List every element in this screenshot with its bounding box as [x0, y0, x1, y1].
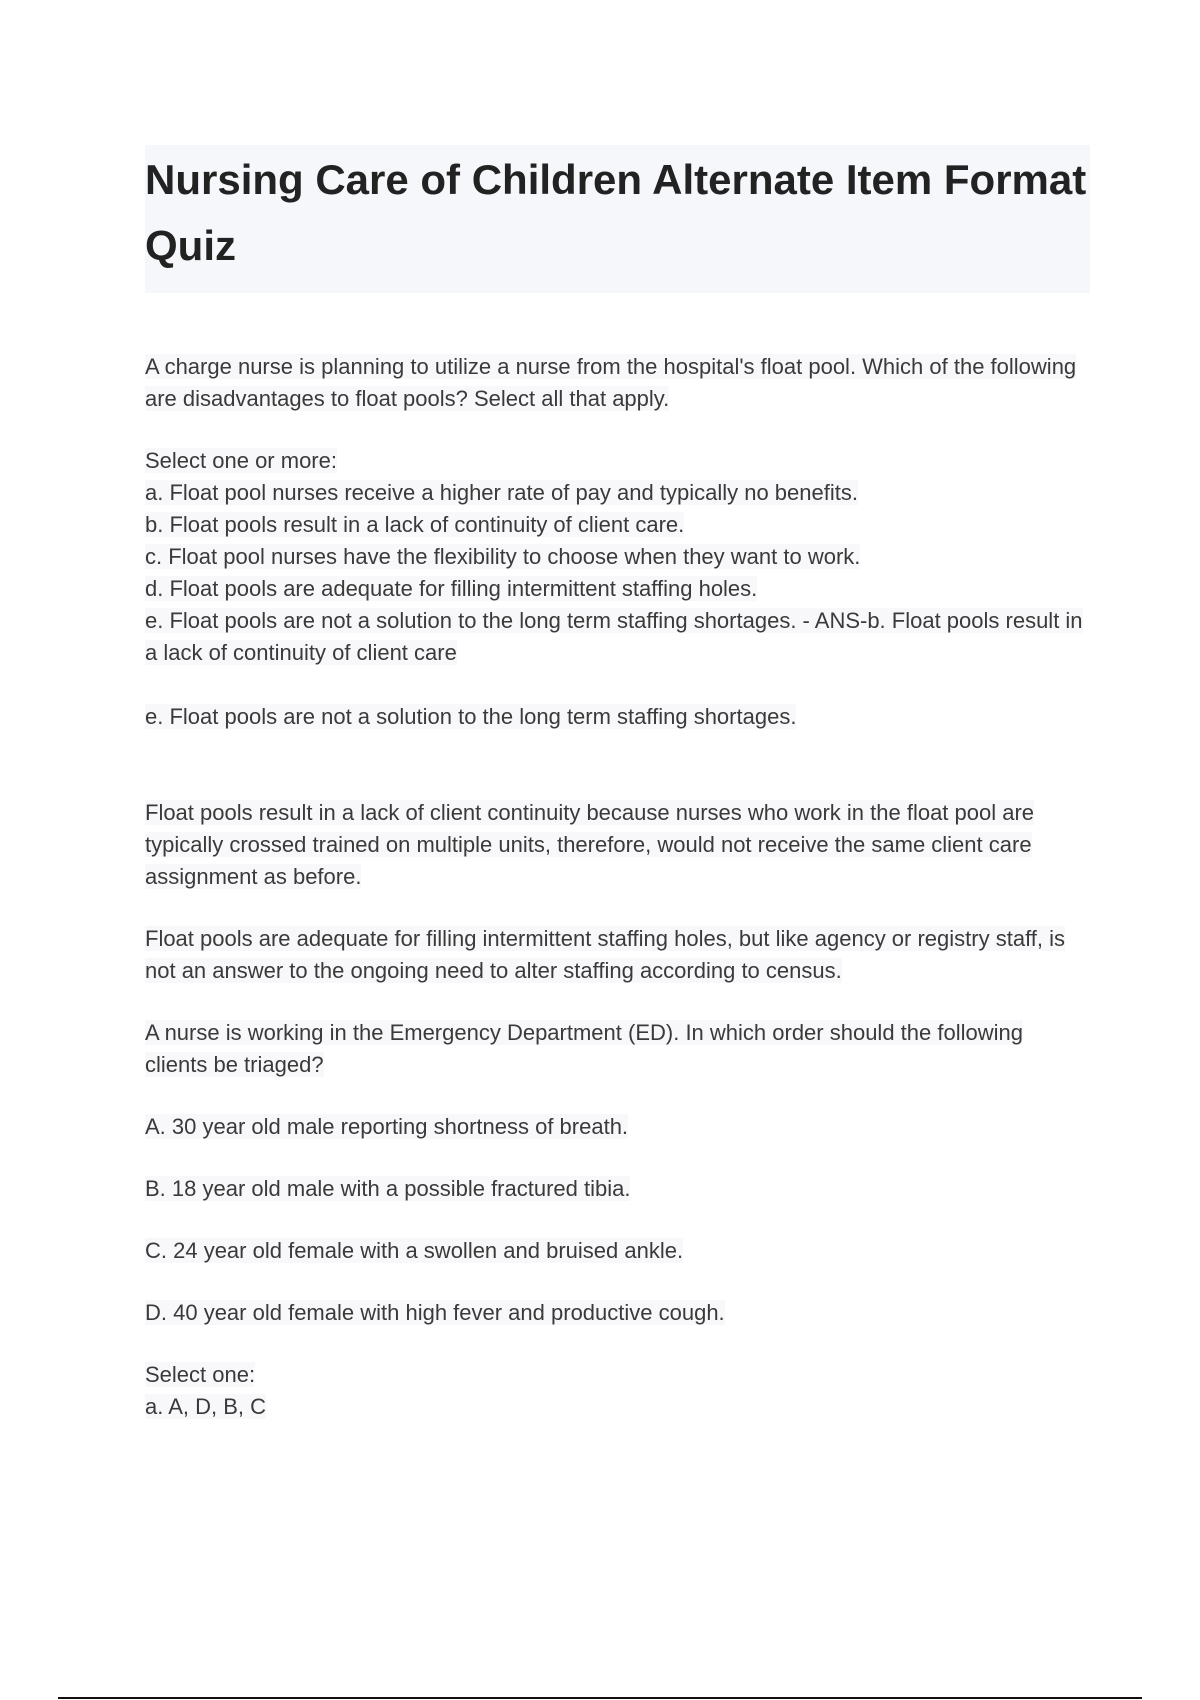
question-1-option-a-text: a. Float pool nurses receive a higher rate of pay and typically no benefits.: [145, 480, 858, 505]
question-1-stem: [145, 351, 1090, 415]
question-1-rationale-1-text: Float pools result in a lack of client continuity because nurses who work in the float pool are typically crossed trained on multiple units, therefore, would not receive the same client care assignment as before.: [145, 800, 1035, 889]
question-1-option-c: [145, 541, 1090, 573]
question-2-instruction-text: Select one:: [145, 1362, 256, 1387]
question-2-stem: [145, 1017, 1090, 1081]
question-1-option-c-text: c. Float pool nurses have the flexibility to choose when they want to work.: [145, 544, 861, 569]
question-2-client-c-text: C. 24 year old female with a swollen and bruised ankle.: [145, 1238, 684, 1263]
question-2-client-d-text: D. 40 year old female with high fever and productive cough.: [145, 1300, 725, 1325]
question-1-option-e-with-answer: [145, 605, 1090, 669]
title-block: [145, 145, 1090, 293]
page-bottom-rule: [58, 1697, 1142, 1699]
question-1-option-d-text: d. Float pools are adequate for filling intermittent staffing holes.: [145, 576, 758, 601]
document-title: Nursing Care of Children Alternate Item Format Quiz: [145, 156, 1087, 269]
question-2-client-b: [145, 1173, 1090, 1205]
question-2-option-a: [145, 1391, 1090, 1423]
question-1-answer-extra-text: e. Float pools are not a solution to the long term staffing shortages.: [145, 704, 797, 729]
question-2-stem-text: A nurse is working in the Emergency Department (ED). In which order should the following clients be triaged?: [145, 1020, 1023, 1077]
question-1-rationale-1: [145, 797, 1090, 893]
question-2-client-b-text: B. 18 year old male with a possible fractured tibia.: [145, 1176, 631, 1201]
question-1-rationale-2: [145, 923, 1090, 987]
document-page: [145, 145, 1090, 1423]
question-1-option-e-text: e. Float pools are not a solution to the long term staffing shortages. - ANS-b. Float pools result in a lack of continuity of client care: [145, 608, 1083, 665]
question-1-instruction-text: Select one or more:: [145, 448, 337, 473]
question-2-client-a-text: A. 30 year old male reporting shortness of breath.: [145, 1114, 629, 1139]
question-1-option-a: [145, 477, 1090, 509]
question-1-option-d: [145, 573, 1090, 605]
question-2-client-a: [145, 1111, 1090, 1143]
question-1-stem-text: A charge nurse is planning to utilize a nurse from the hospital's float pool. Which of the following are disadvantages to float pools? Select all that apply.: [145, 354, 1077, 411]
question-2-option-a-text: a. A, D, B, C: [145, 1394, 267, 1419]
question-2-instruction: [145, 1359, 1090, 1391]
question-1-instruction: [145, 445, 1090, 477]
question-1-option-b: [145, 509, 1090, 541]
question-1: [145, 351, 1090, 987]
question-2-client-c: [145, 1235, 1090, 1267]
question-2-client-d: [145, 1297, 1090, 1329]
question-2: [145, 1017, 1090, 1423]
question-1-option-b-text: b. Float pools result in a lack of continuity of client care.: [145, 512, 685, 537]
question-1-answer-extra: [145, 701, 1090, 733]
question-1-rationale-2-text: Float pools are adequate for filling intermittent staffing holes, but like agency or registry staff, is not an answer to the ongoing need to alter staffing according to census.: [145, 926, 1066, 983]
